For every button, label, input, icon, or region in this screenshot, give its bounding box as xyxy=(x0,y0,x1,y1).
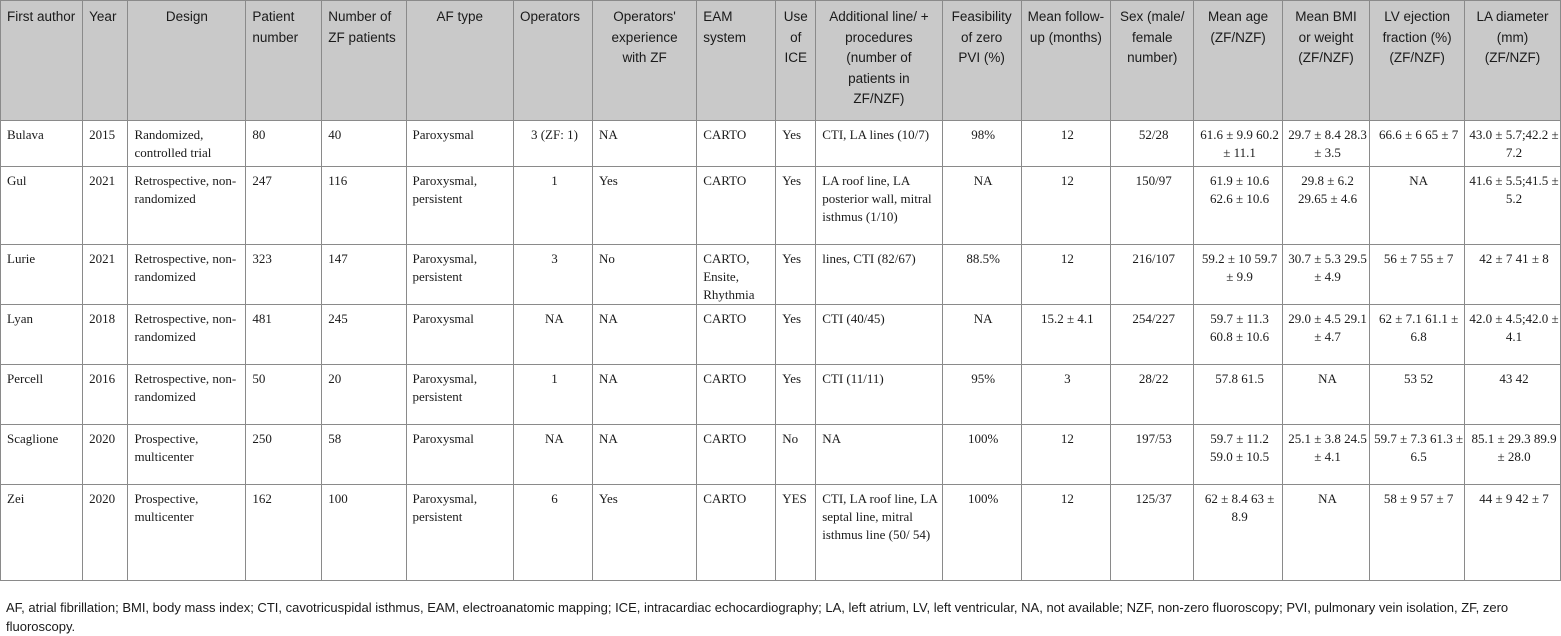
cell-eam: CARTO xyxy=(697,121,776,167)
table-row xyxy=(1,425,1561,485)
cell-bmi: 29.7 ± 8.4 28.3 ± 3.5 xyxy=(1282,121,1369,167)
cell-age: 61.9 ± 10.6 62.6 ± 10.6 xyxy=(1194,167,1282,245)
cell-patients: 481 xyxy=(246,305,322,365)
cell-followup: 3 xyxy=(1021,365,1111,425)
cell-age: 61.6 ± 9.9 60.2 ± 11.1 xyxy=(1194,121,1282,167)
cell-lvef: 62 ± 7.1 61.1 ± 6.8 xyxy=(1370,305,1465,365)
cell-operators: NA xyxy=(513,425,592,485)
header-sex: Sex (male/ female number) xyxy=(1111,1,1194,121)
header-follow-up: Mean follow-up (months) xyxy=(1021,1,1111,121)
cell-bmi: NA xyxy=(1282,485,1369,581)
cell-feasibility: 95% xyxy=(942,365,1021,425)
cell-af-type: Paroxysmal, persistent xyxy=(406,365,513,425)
header-additional-procedures: Additional line/ + procedures (number of patients in ZF/NZF) xyxy=(816,1,942,121)
cell-af-type: Paroxysmal xyxy=(406,305,513,365)
cell-eam: CARTO xyxy=(697,365,776,425)
cell-zf: 100 xyxy=(322,485,406,581)
cell-age: 59.2 ± 10 59.7 ± 9.9 xyxy=(1194,245,1282,305)
cell-eam: CARTO xyxy=(697,167,776,245)
cell-af-type: Paroxysmal xyxy=(406,425,513,485)
cell-af-type: Paroxysmal xyxy=(406,121,513,167)
cell-year: 2021 xyxy=(83,245,128,305)
header-zf-patients: Number of ZF patients xyxy=(322,1,406,121)
cell-patients: 323 xyxy=(246,245,322,305)
cell-sex: 254/227 xyxy=(1111,305,1194,365)
cell-age: 57.8 61.5 xyxy=(1194,365,1282,425)
header-la-diameter: LA diameter (mm) (ZF/NZF) xyxy=(1465,1,1561,121)
header-patient-number: Patient number xyxy=(246,1,322,121)
cell-ice: Yes xyxy=(776,167,816,245)
cell-experience: NA xyxy=(592,121,696,167)
header-af-type: AF type xyxy=(406,1,513,121)
cell-design: Randomized, controlled trial xyxy=(128,121,246,167)
cell-eam: CARTO, Ensite, Rhythmia xyxy=(697,245,776,305)
cell-age: 59.7 ± 11.2 59.0 ± 10.5 xyxy=(1194,425,1282,485)
header-design: Design xyxy=(128,1,246,121)
cell-sex: 52/28 xyxy=(1111,121,1194,167)
cell-ice: YES xyxy=(776,485,816,581)
cell-author: Bulava xyxy=(1,121,83,167)
cell-additional: lines, CTI (82/67) xyxy=(816,245,942,305)
header-use-of-ice: Use of ICE xyxy=(776,1,816,121)
cell-la: 44 ± 9 42 ± 7 xyxy=(1465,485,1561,581)
cell-author: Scaglione xyxy=(1,425,83,485)
table-row xyxy=(1,121,1561,167)
cell-additional: NA xyxy=(816,425,942,485)
cell-sex: 197/53 xyxy=(1111,425,1194,485)
cell-author: Gul xyxy=(1,167,83,245)
header-operators: Operators xyxy=(513,1,592,121)
cell-sex: 28/22 xyxy=(1111,365,1194,425)
table-row xyxy=(1,365,1561,425)
cell-patients: 250 xyxy=(246,425,322,485)
cell-year: 2021 xyxy=(83,167,128,245)
table-row xyxy=(1,245,1561,305)
cell-followup: 12 xyxy=(1021,167,1111,245)
cell-sex: 216/107 xyxy=(1111,245,1194,305)
cell-bmi: NA xyxy=(1282,365,1369,425)
cell-ice: Yes xyxy=(776,245,816,305)
cell-af-type: Paroxysmal, persistent xyxy=(406,167,513,245)
cell-experience: NA xyxy=(592,305,696,365)
cell-feasibility: NA xyxy=(942,167,1021,245)
cell-year: 2015 xyxy=(83,121,128,167)
cell-design: Prospective, multicenter xyxy=(128,485,246,581)
cell-operators: 1 xyxy=(513,365,592,425)
cell-followup: 12 xyxy=(1021,245,1111,305)
cell-experience: No xyxy=(592,245,696,305)
header-row xyxy=(1,1,1561,121)
cell-bmi: 29.8 ± 6.2 29.65 ± 4.6 xyxy=(1282,167,1369,245)
header-feasibility: Feasibility of zero PVI (%) xyxy=(942,1,1021,121)
cell-la: 43.0 ± 5.7;42.2 ± 7.2 xyxy=(1465,121,1561,167)
cell-operators: NA xyxy=(513,305,592,365)
cell-experience: NA xyxy=(592,425,696,485)
cell-sex: 150/97 xyxy=(1111,167,1194,245)
cell-additional: CTI, LA roof line, LA septal line, mitral isthmus line (50/ 54) xyxy=(816,485,942,581)
cell-design: Retrospective, non-randomized xyxy=(128,245,246,305)
cell-operators: 3 (ZF: 1) xyxy=(513,121,592,167)
cell-lvef: 59.7 ± 7.3 61.3 ± 6.5 xyxy=(1370,425,1465,485)
cell-ice: No xyxy=(776,425,816,485)
cell-design: Retrospective, non-randomized xyxy=(128,167,246,245)
cell-bmi: 30.7 ± 5.3 29.5 ± 4.9 xyxy=(1282,245,1369,305)
cell-operators: 3 xyxy=(513,245,592,305)
cell-experience: Yes xyxy=(592,485,696,581)
cell-author: Percell xyxy=(1,365,83,425)
cell-ice: Yes xyxy=(776,121,816,167)
cell-design: Retrospective, non-randomized xyxy=(128,365,246,425)
table-footnote: AF, atrial fibrillation; BMI, body mass index; CTI, cavotricuspidal isthmus, EAM, electroanatomic mapping; ICE, intracardiac echocardiography; LA, left atrium, LV, left ventricular, NA, not available; NZF, non-zero fluoroscopy; PVI, pulmonary vein isolation, ZF, zero fluoroscopy. xyxy=(6,600,1509,634)
cell-feasibility: 88.5% xyxy=(942,245,1021,305)
cell-experience: Yes xyxy=(592,167,696,245)
cell-design: Retrospective, non-randomized xyxy=(128,305,246,365)
cell-zf: 20 xyxy=(322,365,406,425)
cell-la: 41.6 ± 5.5;41.5 ± 5.2 xyxy=(1465,167,1561,245)
cell-la: 85.1 ± 29.3 89.9 ± 28.0 xyxy=(1465,425,1561,485)
header-operators-experience: Operators' experience with ZF xyxy=(592,1,696,121)
cell-year: 2020 xyxy=(83,485,128,581)
cell-operators: 6 xyxy=(513,485,592,581)
cell-la: 42.0 ± 4.5;42.0 ± 4.1 xyxy=(1465,305,1561,365)
cell-followup: 12 xyxy=(1021,121,1111,167)
cell-lvef: 53 52 xyxy=(1370,365,1465,425)
cell-ice: Yes xyxy=(776,305,816,365)
cell-author: Zei xyxy=(1,485,83,581)
cell-zf: 116 xyxy=(322,167,406,245)
cell-lvef: 56 ± 7 55 ± 7 xyxy=(1370,245,1465,305)
cell-lvef: 58 ± 9 57 ± 7 xyxy=(1370,485,1465,581)
cell-bmi: 25.1 ± 3.8 24.5 ± 4.1 xyxy=(1282,425,1369,485)
cell-followup: 12 xyxy=(1021,485,1111,581)
cell-patients: 162 xyxy=(246,485,322,581)
cell-age: 62 ± 8.4 63 ± 8.9 xyxy=(1194,485,1282,581)
cell-zf: 245 xyxy=(322,305,406,365)
table-row xyxy=(1,485,1561,581)
header-mean-age: Mean age (ZF/NZF) xyxy=(1194,1,1282,121)
cell-bmi: 29.0 ± 4.5 29.1 ± 4.7 xyxy=(1282,305,1369,365)
cell-design: Prospective, multicenter xyxy=(128,425,246,485)
cell-zf: 147 xyxy=(322,245,406,305)
cell-patients: 247 xyxy=(246,167,322,245)
header-lv-ejection: LV ejection fraction (%) (ZF/NZF) xyxy=(1370,1,1465,121)
cell-age: 59.7 ± 11.3 60.8 ± 10.6 xyxy=(1194,305,1282,365)
cell-af-type: Paroxysmal, persistent xyxy=(406,245,513,305)
cell-feasibility: 100% xyxy=(942,485,1021,581)
header-first-author: First author xyxy=(1,1,83,121)
cell-year: 2016 xyxy=(83,365,128,425)
cell-feasibility: NA xyxy=(942,305,1021,365)
cell-patients: 50 xyxy=(246,365,322,425)
cell-af-type: Paroxysmal, persistent xyxy=(406,485,513,581)
cell-lvef: NA xyxy=(1370,167,1465,245)
cell-additional: LA roof line, LA posterior wall, mitral isthmus (1/10) xyxy=(816,167,942,245)
header-mean-bmi: Mean BMI or weight (ZF/NZF) xyxy=(1282,1,1369,121)
cell-additional: CTI, LA lines (10/7) xyxy=(816,121,942,167)
cell-la: 43 42 xyxy=(1465,365,1561,425)
header-eam-system: EAM system xyxy=(697,1,776,121)
cell-additional: CTI (40/45) xyxy=(816,305,942,365)
cell-la: 42 ± 7 41 ± 8 xyxy=(1465,245,1561,305)
cell-zf: 58 xyxy=(322,425,406,485)
table-row xyxy=(1,305,1561,365)
cell-eam: CARTO xyxy=(697,305,776,365)
table-row xyxy=(1,167,1561,245)
cell-feasibility: 100% xyxy=(942,425,1021,485)
cell-ice: Yes xyxy=(776,365,816,425)
cell-additional: CTI (11/11) xyxy=(816,365,942,425)
cell-lvef: 66.6 ± 6 65 ± 7 xyxy=(1370,121,1465,167)
cell-sex: 125/37 xyxy=(1111,485,1194,581)
cell-zf: 40 xyxy=(322,121,406,167)
cell-experience: NA xyxy=(592,365,696,425)
cell-patients: 80 xyxy=(246,121,322,167)
cell-year: 2018 xyxy=(83,305,128,365)
cell-operators: 1 xyxy=(513,167,592,245)
cell-eam: CARTO xyxy=(697,425,776,485)
cell-eam: CARTO xyxy=(697,485,776,581)
cell-author: Lyan xyxy=(1,305,83,365)
cell-followup: 12 xyxy=(1021,425,1111,485)
header-year: Year xyxy=(83,1,128,121)
cell-followup: 15.2 ± 4.1 xyxy=(1021,305,1111,365)
cell-feasibility: 98% xyxy=(942,121,1021,167)
cell-year: 2020 xyxy=(83,425,128,485)
cell-author: Lurie xyxy=(1,245,83,305)
